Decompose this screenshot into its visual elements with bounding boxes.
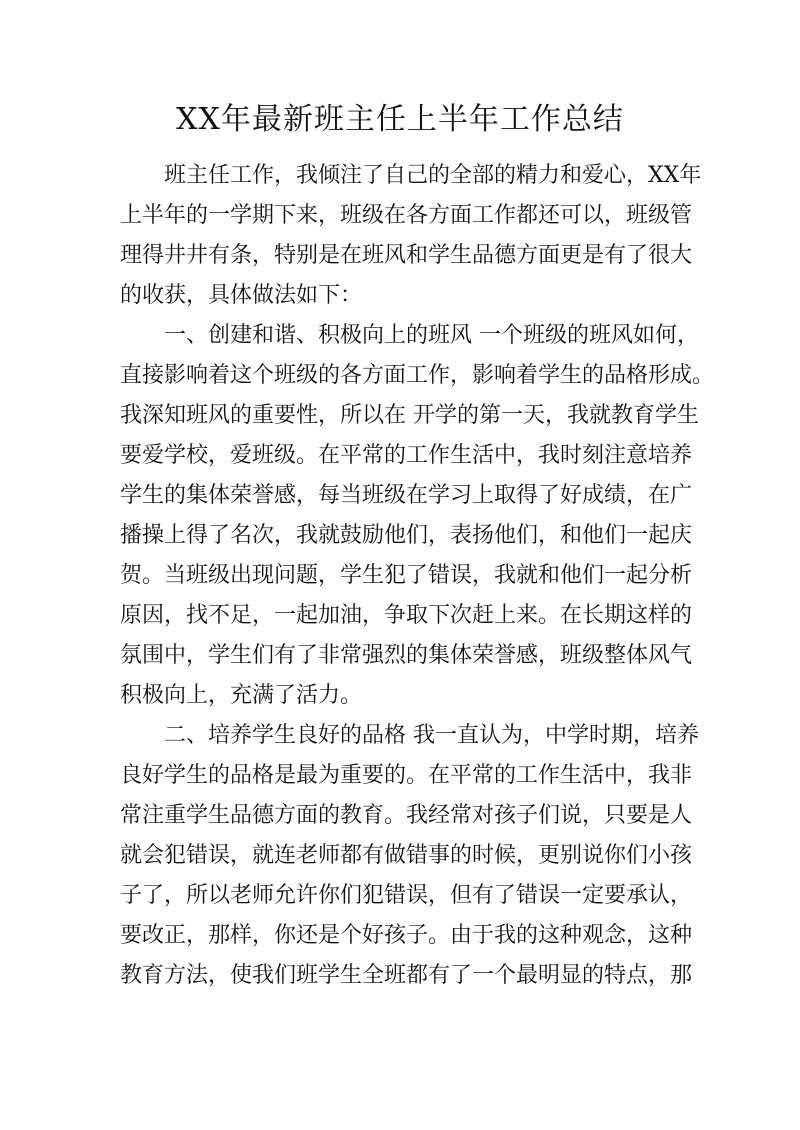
paragraph-line: 直接影响着这个班级的各方面工作，影响着学生的品格形成。 bbox=[120, 363, 715, 388]
paragraph-2 bbox=[120, 316, 715, 716]
paragraph-line: 子了，所以老师允许你们犯错误，但有了错误一定要承认， bbox=[120, 883, 693, 908]
paragraph-line: 上半年的一学期下来，班级在各方面工作都还可以，班级管 bbox=[120, 203, 693, 228]
paragraph-line: 积极向上，充满了活力。 bbox=[120, 683, 363, 708]
paragraph-line: 常注重学生品德方面的教育。我经常对孩子们说，只要是人 bbox=[120, 803, 693, 828]
paragraph-3 bbox=[120, 716, 699, 996]
paragraph-line: 一、创建和谐、积极向上的班风 一个班级的班风如何， bbox=[164, 323, 699, 348]
paragraph-line: 就会犯错误，就连老师都有做错事的时候，更别说你们小孩 bbox=[120, 843, 693, 868]
document-body bbox=[120, 156, 715, 996]
document-title: XX年最新班主任上半年工作总结 bbox=[176, 102, 624, 137]
paragraph-line: 要爱学校，爱班级。在平常的工作生活中，我时刻注意培养 bbox=[120, 443, 693, 468]
paragraph-line: 氛围中，学生们有了非常强烈的集体荣誉感，班级整体风气 bbox=[120, 643, 693, 668]
paragraph-line: 学生的集体荣誉感，每当班级在学习上取得了好成绩，在广 bbox=[120, 483, 693, 508]
paragraph-line: 二、培养学生良好的品格 我一直认为，中学时期，培养 bbox=[164, 723, 699, 748]
paragraph-line: 原因，找不足，一起加油，争取下次赶上来。在长期这样的 bbox=[120, 603, 693, 628]
paragraph-line: 我深知班风的重要性，所以在 开学的第一天，我就教育学生 bbox=[120, 403, 699, 428]
paragraph-line: 的收获，具体做法如下： bbox=[120, 283, 363, 308]
paragraph-line: 贺。当班级出现问题，学生犯了错误，我就和他们一起分析 bbox=[120, 563, 693, 588]
paragraph-line: 要改正，那样，你还是个好孩子。由于我的这种观念，这种 bbox=[120, 923, 693, 948]
paragraph-line: 良好学生的品格是最为重要的。在平常的工作生活中，我非 bbox=[120, 763, 693, 788]
paragraph-line: 理得井井有条，特别是在班风和学生品德方面更是有了很大 bbox=[120, 243, 693, 268]
paragraph-line: 班主任工作，我倾注了自己的全部的精力和爱心，XX年 bbox=[164, 163, 702, 188]
paragraph-line: 教育方法，使我们班学生全班都有了一个最明显的特点，那 bbox=[120, 963, 693, 988]
paragraph-1 bbox=[120, 156, 702, 316]
paragraph-line: 播操上得了名次，我就鼓励他们，表扬他们，和他们一起庆 bbox=[120, 523, 693, 548]
